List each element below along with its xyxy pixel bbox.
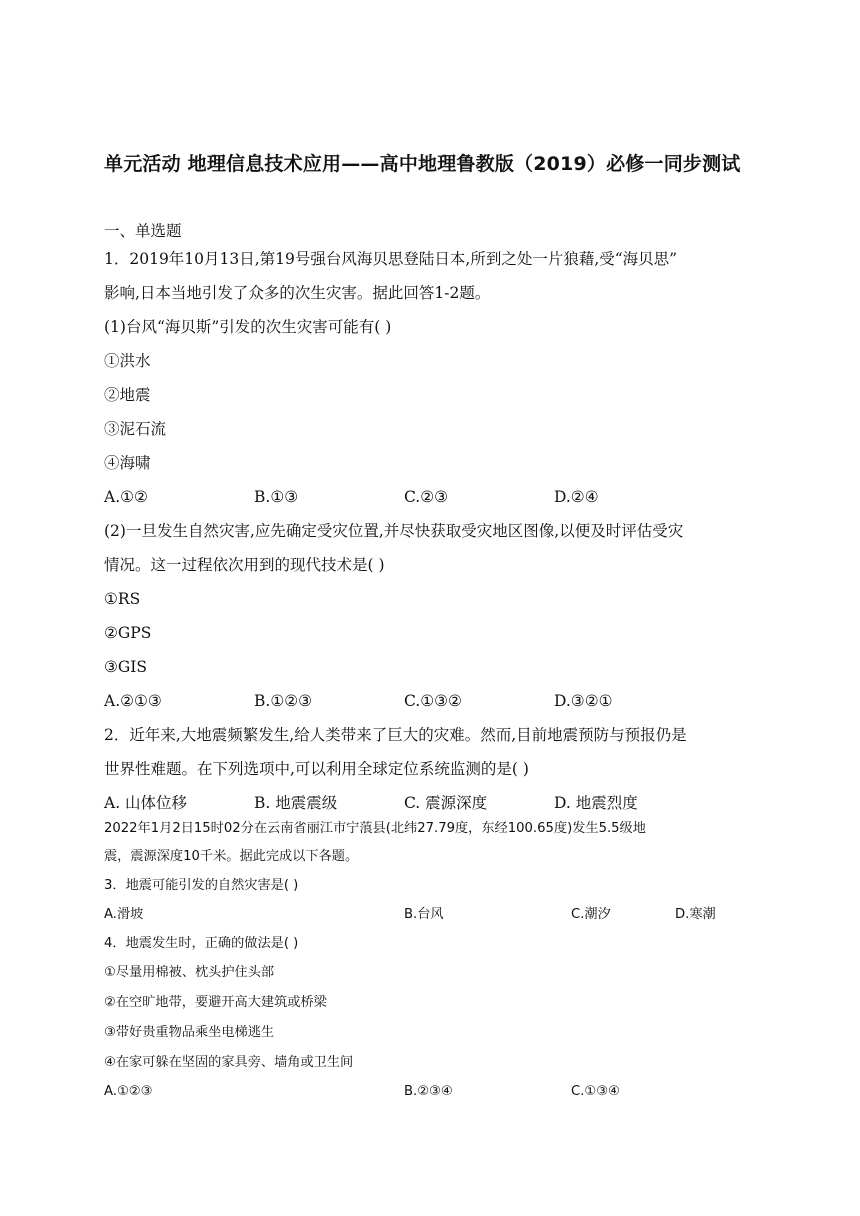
option-a[interactable]: A.②①③ [104,692,162,710]
q1-stem-line-1: 1．2019年10月13日,第19号强台风海贝思登陆日本,所到之处一片狼藉,受“海贝思” [104,250,678,268]
q1-sub2-options [104,691,754,711]
q3-options [104,906,754,926]
option-c[interactable]: C.①③④ [571,1084,620,1099]
option-b[interactable]: B.①③ [254,488,299,506]
q4-question: 4．地震发生时，正确的做法是( ) [104,936,299,951]
q4-item: ③带好贵重物品乘坐电梯逃生 [104,1025,275,1040]
option-b[interactable]: B.①②③ [254,692,313,710]
q1-sub1-item: ③泥石流 [104,420,167,438]
page-title: 单元活动 地理信息技术应用——高中地理鲁教版（2019）必修一同步测试 [104,153,741,175]
option-a[interactable]: A.①② [104,488,148,506]
option-d[interactable]: D.②④ [554,488,599,506]
option-c[interactable]: C. 震源深度 [404,794,488,812]
q4-item: ④在家可躲在坚固的家具旁、墙角或卫生间 [104,1055,354,1070]
q1-sub1-options [104,487,754,507]
option-b[interactable]: B. 地震震级 [254,794,338,812]
q2-stem-line-1: 2．近年来,大地震频繁发生,给人类带来了巨大的灾难。然而,目前地震预防与预报仍是 [104,726,687,744]
q4-item: ②在空旷地带，要避开高大建筑或桥梁 [104,995,327,1010]
q3-question: 3．地震可能引发的自然灾害是( ) [104,878,299,893]
q1-sub2-item: ③GIS [104,658,148,676]
q1-sub2-item: ①RS [104,590,141,608]
q2-options [104,793,754,813]
q1-sub1-item: ④海啸 [104,454,151,472]
q2-stem-line-2: 世界性难题。在下列选项中,可以利用全球定位系统监测的是( ) [104,760,529,778]
q1-sub2-question-line-2: 情况。这一过程依次用到的现代技术是( ) [104,556,385,574]
option-c[interactable]: C.②③ [404,488,449,506]
option-b[interactable]: B.台风 [404,907,444,922]
q1-sub1-item: ②地震 [104,386,151,404]
q1-sub1-question: (1)台风“海贝斯”引发的次生灾害可能有( ) [104,318,392,336]
section-heading: 一、单选题 [104,222,182,240]
option-a[interactable]: A.滑坡 [104,907,144,922]
q1-sub2-item: ②GPS [104,624,152,642]
option-c[interactable]: C.潮汐 [571,907,611,922]
q4-options [104,1083,754,1103]
passage-line-2: 震，震源深度10千米。据此完成以下各题。 [104,849,359,864]
q1-stem-line-2: 影响,日本当地引发了众多的次生灾害。据此回答1-2题。 [104,284,491,302]
option-a[interactable]: A. 山体位移 [104,794,188,812]
option-a[interactable]: A.①②③ [104,1084,153,1099]
passage-line-1: 2022年1月2日15时02分在云南省丽江市宁蒗县(北纬27.79度，东经100.65度)发生5.5级地 [104,821,646,836]
option-c[interactable]: C.①③② [404,692,462,710]
option-d[interactable]: D. 地震烈度 [554,794,638,812]
option-d[interactable]: D.③②① [554,692,613,710]
q4-item: ①尽量用棉被、枕头护住头部 [104,965,275,980]
option-b[interactable]: B.②③④ [404,1084,453,1099]
q1-sub1-item: ①洪水 [104,352,151,370]
option-d[interactable]: D.寒潮 [675,907,716,922]
q1-sub2-question-line-1: (2)一旦发生自然灾害,应先确定受灾位置,并尽快获取受灾地区图像,以便及时评估受灾 [104,522,684,540]
